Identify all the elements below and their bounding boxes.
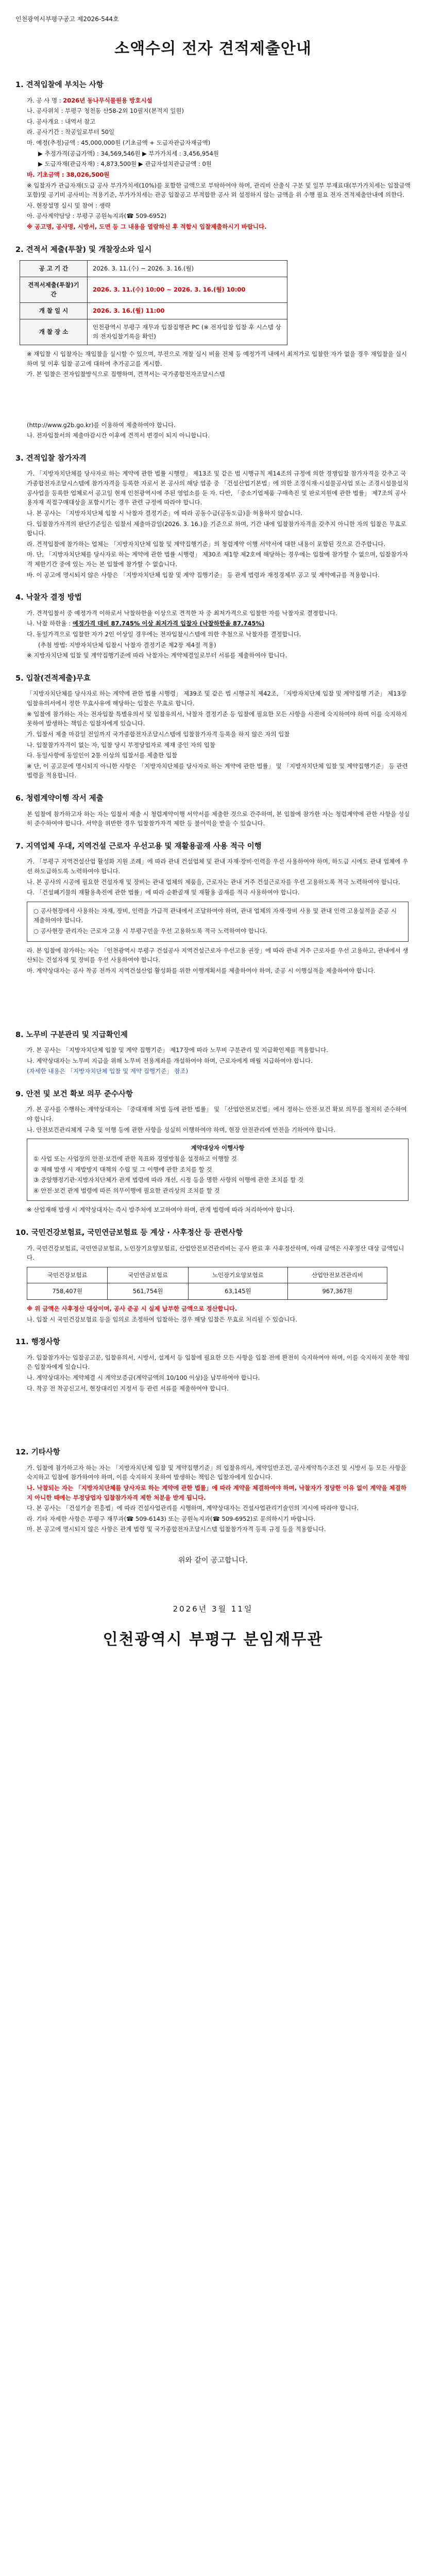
table-row: 견적서제출(투찰)기간 2026. 3. 11.(수) 10:00 ~ 2026. 3. 16.(월) 10:00 bbox=[20, 277, 287, 302]
section-11-heading: 11. 행정사항 bbox=[15, 1338, 60, 1347]
section-4-body: 가. 견적입찰서 중 예정가격 이하로서 낙찰하한율 이상으로 견적한 자 중 최저가격으로 입찰한 자를 낙찰자로 결정합니다. 나. 낙찰 하한율 : 예정가격 대비 87.745% 이상 최저가격 입찰자 (낙찰하한율 87.745%) 다. 동일가격으로 입찰한 자가 2인 이상일 경우에는 전자입찰시스템에 의한 추첨으로 낙찰자를 결정합니다. (추첨 방법: 지방자치단체 입찰시 낙찰자 결정기준 제2장 제4절 적용) ※ 지방자치단체 입찰 및 계약집행기준에 따라 낙찰자는 계약체결일로부터 서류를 제출하여야 합니다. bbox=[15, 608, 411, 660]
section-1-heading: 1. 견적입찰에 부치는 사항 bbox=[15, 81, 104, 90]
section-10-body: 가. 국민건강보험료, 국민연금보험료, 노인장기요양보험료, 산업안전보건관리비는 공사 완료 후 사후정산하며, 아래 금액은 사후정산 대상 금액입니다. bbox=[27, 1244, 404, 1262]
base-amount: 바. 기초금액 : 38,026,500원 bbox=[27, 171, 110, 178]
section-5-heading: 5. 입찰(견적제출)무효 bbox=[15, 674, 91, 683]
notice-number: 인천광역시부평구공고 제2026-544호 bbox=[15, 15, 119, 23]
section-3-body: 가. 「지방자치단체를 당사자로 하는 계약에 관한 법률 시행령」 제13조 및 같은 법 시행규칙 제14조의 규정에 의한 경쟁입찰 참가자격을 갖추고 국가종합전자조달시스템에 참가자격을 등록한 자로서 본 공사의 해당 업종 중 「건설산업기본법」에 의한 조경식재·시설물공사업 또는 조경시설물설치공사업을 등록한 업체로서 공고일 현재 인천광역시에 주된 영업소를 둔 자. 다만, 「중소기업제품 구매촉진 및 판로지원에 관한 법률」 제7조의 공사용자재 직접구매대상을 포함시키는 경우 관련 규정에 따라야 합니다. 나. 본 공사는 「지방자치단체 입찰 시 낙찰자 결정기준」에 따라 공동수급(공동도급)을 허용하지 않습니다. 다. 입찰참가자격의 판단기준일은 입찰서 제출마감일(2026. 3. 16.)을 기준으로 하며, 기간 내에 입찰참가자격을 갖추지 아니한 자의 입찰은 무효로 합니다. 라. 견적입찰에 참가하는 업체는 「지방자치단체 입찰 및 계약집행기준」의 청렴계약 이행 서약서에 대한 내용이 포함된 것으로 간주합니다. 마. 단, 「지방자치단체를 당사자로 하는 계약에 관한 법률 시행령」 제30조 제1항 제2호에 해당하는 경우에는 입찰에 참가할 수 없으며, 입찰참가자격 제한기간 중에 있는 자는 본 입찰에 참가할 수 없습니다. 바. 이 공고에 명시되지 않은 사항은 「지방자치단체 입찰 및 계약 집행기준」 등 관계 법령과 재정경제부 공고 및 계약예규를 적용합니다. bbox=[27, 470, 408, 579]
table-row: 758,407원 561,754원 63,145원 967,367원 bbox=[27, 1283, 387, 1300]
local-hiring-box: ○ 공사현장에서 사용하는 자재, 장비, 인력을 가급적 관내에서 조달하여야 하며, 관내 업체의 자재·장비 사용 및 관내 인력 고용실적을 준공 시 제출하여야 합니다. ○ 공사현장 관리자는 근로자 고용 시 부평구민을 우선 고용하도록 적극 노력하여야 합니다. bbox=[27, 902, 408, 942]
section-12-heading: 12. 기타사항 bbox=[15, 1448, 60, 1457]
project-name: 2026년 동나무식물원용 방호시설 bbox=[63, 96, 152, 104]
project-period: 라. 공사기간 : 착공일로부터 50일 bbox=[27, 128, 115, 136]
table-row: 개 찰 일 시 2026. 3. 16.(월) 11:00 bbox=[20, 303, 287, 319]
notice-page: 인천광역시부평구공고 제2026-544호 소액수의 전자 견적제출안내 1. 견적입찰에 부치는 사항 가. 공 사 명 : 2026년 동나무식물원용 방호시설 나. 공사위치 : 부평구 청천동 산58-2외 10필지(본적지 일원) 다. 공사개요 : 내역서 참고 라. 공사기간 : 착공일로부터 50일 마. 예정(추정)금액 : 45,000,000원 (기초금액 + 도급자관급자재금액) ▶ 추정가격(공급가액) : 34,569,546원 ▶ 부가가치세 : 3,456,954원 ▶ 도급자재(관급자재) : 4,873,500원 ▶ 관급자설치관급금액 : 0원 바. 기초금액 : 38,026,500원 ※ 입찰자가 관급자재(도급 공사 부가가치세(10%)를 포함한 금액으로 부탁하여야 하며, 관리비 산출식 구분 및 일부 부재료대(부가가치세는 입찰금액 포함)및 공기비 공사비는 적용기준, 부가가치세는 관공 입찰공고 부적합한 공사 외 설정하지 않는 금액을 위 수행 필요 전자 견적제출안내에 의한다. 사. 현장설명 실시 및 참여 : 생략 아. 공사계약담당 : 부평구 공원녹지과(☎ 509-6952) ※ 공고명, 공사명, 시방서, 도면 등 그 내용을 열람하신 후 적합시 입찰제출하시기 바랍니다. 2. 견적서 제출(투찰) 및 개찰장소와 일시 공 고 기 간 2026. 3. 11.(수) ~ 2026. 3. 16.(월) 견적서제출(투찰)기간 2026. 3. 11.(수) 10:00 ~ 2026. 3. 16.(월) 10:00 개 찰 일 시 2026. 3. 16.(월) 11:00 개 찰 장 소 인천광역시 부평구 재무과 입찰집행관 PC (※ 전자입찰 입찰 후 시스템 상의 전자입찰기록을 확인) ※ 재입찰 시 입찰자는 재입찰을 실시할 수 있으며, 부진으로 개찰 실시 비율 전체 등 예정가격 내에서 최저가로 입찰한 자가 없을 경우 재입찰을 실시하며 및 이후 입찰 공고에 대하여 추가공고를 게시함. 가. 본 입찰은 전자입찰방식으로 집행하며, 견적서는 국가종합전자조달시스템 (http://www.g2b.go.kr)를 이용하여 제출하여야 합니다. 나. 전자입찰서의 제출마감시간 이후에 견적서 변경이 되지 아니합니다. 3. 견적입찰 참가자격 가. 「지방자치단체를 당사자로 하는 계약에 관한 법률 시행령」 제13조 및 같은 법 시행규칙 제14조의 규정에 의한 경쟁입찰 참가자격을 갖추고 국가종합전자조달시스템에 참가자격을 등록한 자로서 본 공사의 해당 업종 중 「건설산업기본법」에 의한 조경식재·시설물공사업 또는 조경시설물설치공사업을 등록한 업체로서 공고일 현재 인천광역시에 주된 영업소를 둔 자. 다만, 「중소기업제품 구매촉진 및 판로지원에 관한 법률」 제7조의 공사용자재 직접구매대상을 포함시키는 경우 관련 규정에 따라야 합니다. 나. 본 공사는 「지방자치단체 입찰 시 낙찰자 결정기준」에 따라 공동수급(공동도급)을 허용하지 않습니다. 다. 입찰참가자격의 판단기준일은 입찰서 제출마감일(2026. 3. 16.)을 기준으로 하며, 기간 내에 입찰참가자격을 갖추지 아니한 자의 입찰은 무효로 합니다. 라. 견적입찰에 참가하는 업체는 「지방자치단체 입찰 및 계약집행기준」의 청렴계약 이행 서약서에 대한 내용이 포함된 것으로 간주합니다. 마. 단, 「지방자치단체를 당사자로 하는 계약에 관한 법률 시행령」 제30조 제1항 제2호에 해당하는 경우에는 입찰에 참가할 수 없으며, 입찰참가자격 제한기간 중에 있는 자는 본 입찰에 참가할 수 없습니다. 바. 이 공고에 명시되지 않은 사항은 「지방자치단체 입찰 및 계약 집행기준」 등 관계 법령과 재정경제부 공고 및 계약예규를 적용합니다. 4. 낙찰자 결정 방법 가. 견적입찰서 중 예정가격 이하로서 낙찰하한율 이상으로 견적한 자 중 최저가격으로 입찰한 자를 낙찰자로 결정합니다. 나. 낙찰 하한율 : 예정가격 대비 87.745% 이상 최저가격 입찰자 (낙찰하한율 87.745%) 다. 동일가격으로 입찰한 자가 2인 이상일 경우에는 전자입찰시스템에 의한 추첨으로 낙찰자를 결정합니다. (추첨 방법: 지방자치단체 입찰시 낙찰자 결정기준 제2장 제4절 적용) ※ 지방자치단체 입찰 및 계약집행기준에 따라 낙찰자는 계약체결일로부터 서류를 제출하여야 합니다. 5. 입찰(견적제출)무효 「지방자치단체를 당사자로 하는 계약에 관한 법률 시행령」 제39조 및 같은 법 시행규칙 제42조, 「지방자치단체 입찰 및 계약집행 기준」 제13장 입찰유의서에서 정한 무효사유에 해당하는 입찰은 무효로 합니다. ※ 입찰에 참가하는 자는 전자입찰 특별유의서 및 입찰유의서, 낙찰자 결정기준 등 입찰에 필요한 모든 사항을 사전에 숙지하여야 하며 이를 숙지하지 못하여 발생하는 책임은 입찰자에게 있습니다. 가. 입찰서 제출 마감일 전일까지 국가종합전자조달시스템에 입찰참가자격 등록을 하지 않은 자의 입찰 나. 입찰참가자격이 없는 자, 입찰 당시 부정당업자로 제재 중인 자의 입찰 다. 동일사항에 동일인이 2통 이상의 입찰서를 제출한 입찰 ※ 단, 이 공고문에 명시되지 아니한 사항은 「지방자치단체를 당사자로 하는 계약에 관한 법률」 및 「지방자치단체 입찰 및 계약집행기준」 등 관련 법령을 적용합니다. 6. 청렴계약이행 작서 제출 본 입찰에 참가하고자 하는 자는 입찰서 제출 시 청렴계약이행 서약서를 제출한 것으로 간주하며, 본 입찰에 참가한 자는 청렴계약에 관한 사항을 성실히 준수하여야 합니다. 서약을 위반한 경우 입찰참가자격 제한 등 불이익을 받을 수 있습니다. 7. 지역업체 우대, 지역건설 근로자 우선고용 및 재활용골재 사용 적극 이행 가. 「부평구 지역건설산업 활성화 지원 조례」에 따라 관내 건설업체 및 관내 자재·장비·인력을 우선 사용하여야 하며, 하도급 시에도 관내 업체에 우선 하도급하도록 노력하여야 합니다. 나. 본 공사의 시공에 필요한 건설자재 및 장비는 관내 업체의 제품을, 근로자는 관내 거주 건설근로자를 우선 고용하도록 적극 노력하여야 합니다. 다. 「건설폐기물의 재활용촉진에 관한 법률」에 따라 순환골재 및 재활용 골재를 적극 사용하여야 합니다. ○ 공사현장에서 사용하는 자재, 장비, 인력을 가급적 관내에서 조달하여야 하며, 관내 업체의 자재·장비 사용 및 관내 인력 고용실적을 준공 시 제출하여야 합니다. ○ 공사현장 관리자는 근로자 고용 시 부평구민을 우선 고용하도록 적극 노력하여야 합니다. 라. 본 입찰에 참가하는 자는 「인천광역시 부평구 건설공사 지역건설근로자 우선고용 권장」에 따라 관내 거주 근로자를 우선 고용하고, 관내에서 생산되는 건설자재 및 장비를 우선 사용하여야 합니다. 마. 계약상대자는 공사 착공 전까지 지역건설산업 활성화를 위한 이행계획서를 제출하여야 하며, 준공 시 이행실적을 제출하여야 합니다. 8. 노무비 구분관리 및 지급확인제 가. 본 공사는 「지방자치단체 입찰 및 계약 집행기준」 제17장에 따라 노무비 구분관리 및 지급확인제를 적용합니다. 나. 계약상대자는 노무비 지급을 위해 노무비 전용계좌를 개설하여야 하며, 근로자에게 매월 지급하여야 합니다. (자세한 내용은 「지방자치단체 입찰 및 계약 집행기준」 참조) 9. 안전 및 보건 확보 의무 준수사항 가. 본 공사를 수행하는 계약상대자는 「중대재해 처벌 등에 관한 법률」 및 「산업안전보건법」에서 정하는 안전·보건 확보 의무를 철저히 준수하여야 합니다. 나. 안전보건관리체계 구축 및 이행 등에 관한 사항을 성실히 이행하여야 하며, 현장 안전관리에 만전을 기하여야 합니다. 계약대상자 이행사항 ① 사업 또는 사업장의 안전·보건에 관한 목표와 경영방침을 설정하고 이행할 것 ② 재해 발생 시 재발방지 대책의 수립 및 그 이행에 관한 조치를 할 것 ③ 중앙행정기관·지방자치단체가 관계 법령에 따라 개선, 시정 등을 명한 사항의 이행에 관한 조치를 할 것 ④ 안전·보건 관계 법령에 따른 의무이행에 필요한 관리상의 조치를 할 것 ※ 산업재해 발생 시 계약상대자는 즉시 발주처에 보고하여야 하며, 관계 법령에 따라 처리하여야 합니다. 10. 국민건강보험료, 국민연금보험료 등 계상 · 사후정산 등 관련사항 가. 국민건강보험료, 국민연금보험료, 노인장기요양보험료, 산업안전보건관리비는 공사 완료 후 사후정산하며, 아래 금액은 사후정산 대상 금액입니다. 국민건강보험료 국민연금보험료 노인장기요양보험료 산업안전보건관리비 758,407원 561,754원 63,145원 967,367원 ※ 위 금액은 사후정산 대상이며, 공사 준공 시 실제 납부한 금액으로 정산합니다. 나. 입찰 시 국민건강보험료 등을 임의로 조정하여 입찰하는 경우 해당 입찰은 무효로 처리될 수 있습니다. 11. 행정사항 가. 입찰참가자는 입찰공고문, 입찰유의서, 시방서, 설계서 등 입찰에 필요한 모든 사항을 입찰 전에 완전히 숙지하여야 하며, 이를 숙지하지 못한 책임은 입찰자에게 있습니다. 나. 계약상대자는 계약체결 시 계약보증금(계약금액의 10/100 이상)을 납부하여야 합니다. 다. 착공 전 착공신고서, 현장대리인 지정서 등 관련 서류를 제출하여야 합니다. 12. 기타사항 가. 입찰에 참가하고자 하는 자는 「지방자치단체 입찰 및 계약집행기준」의 입찰유의서, 계약일반조건, 공사계약특수조건 및 시방서 등 모든 사항을 숙지하고 입찰에 참가하여야 하며, 이를 숙지하지 못하여 발생하는 책임은 입찰자에게 있습니다. 나. 낙찰되는 자는 「지방자치단체를 당사자로 하는 계약에 관한 법률」에 따라 계약을 체결하여야 하며, 낙찰자가 정당한 이유 없이 계약을 체결하지 아니한 때에는 부정당업자 입찰참가자격 제한 처분을 받게 됩니다. 다. 본 공사는 「건설기술 진흥법」에 따라 건설사업관리를 시행하며, 계약상대자는 건설사업관리기술인의 지시에 따라야 합니다. 라. 기타 자세한 사항은 부평구 재무과(☎ 509-6143) 또는 공원녹지과(☎ 509-6952)로 문의하시기 바랍니다. 마. 본 공고에 명시되지 않은 사항은 관계 법령 및 국가종합전자조달시스템 입찰참가자격 등록 규정 등을 적용합니다. 위와 같이 공고합니다. 2026년 3월 11일 인천광역시 부평구 분임재무관 bbox=[0, 0, 426, 1694]
issuer-name: 인천광역시 부평구 분임재무관 bbox=[103, 1631, 323, 1649]
schedule-table bbox=[20, 260, 287, 345]
project-location: 나. 공사위치 : 부평구 청천동 산58-2외 10필지(본적지 일원) bbox=[27, 107, 184, 115]
project-name-line: 가. 공 사 명 : 2026년 동나무식물원용 방호시설 bbox=[27, 96, 152, 104]
vat-note: ※ 입찰자가 관급자재(도급 공사 부가가치세(10%)를 포함한 금액으로 부탁하여야 하며, 관리비 산출식 구분 및 일부 부재료대(부가가치세는 입찰금액 포함)및 공기비 공사비는 적용기준, 부가가치세는 관공 입찰공고 부적합한 공사 외 설정하지 않는 금액을 위 수행 필요 전자 견적제출안내에 의한다. bbox=[27, 181, 411, 199]
section-6-heading: 6. 청렴계약이행 작서 제출 bbox=[15, 794, 104, 803]
estimated-amount: 마. 예정(추정)금액 : 45,000,000원 (기초금액 + 도급자관급자재금액) bbox=[27, 139, 211, 147]
section-1-body bbox=[15, 96, 411, 232]
section-9-heading: 9. 안전 및 보건 확보 의무 준수사항 bbox=[15, 1090, 133, 1098]
section-8-body: 가. 본 공사는 「지방자치단체 입찰 및 계약 집행기준」 제17장에 따라 노무비 구분관리 및 지급확인제를 적용합니다. 나. 계약상대자는 노무비 지급을 위해 노무비 전용계좌를 개설하여야 하며, 근로자에게 매월 지급하여야 합니다. (자세한 내용은 「지방자치단체 입찰 및 계약 집행기준」 참조) bbox=[27, 1046, 328, 1075]
safety-duties-box: 계약대상자 이행사항 ① 사업 또는 사업장의 안전·보건에 관한 목표와 경영방침을 설정하고 이행할 것 ② 재해 발생 시 재발방지 대책의 수립 및 그 이행에 관한 조치를 할 것 ③ 중앙행정기관·지방자치단체가 관계 법령에 따라 개선, 시정 등을 명한 사항의 이행에 관한 조치를 할 것 ④ 안전·보건 관계 법령에 따른 의무이행에 필요한 관리상의 조치를 할 것 bbox=[27, 1139, 408, 1201]
rebid-note: ※ 재입찰 시 입찰자는 재입찰을 실시할 수 있으며, 부진으로 개찰 실시 비율 전체 등 예정가격 내에서 최저가로 입찰한 자가 없을 경우 재입찰을 실시하며 및 이후 입찰 공고에 대하여 추가공고를 게시함. bbox=[27, 350, 407, 367]
section-7-body: 가. 「부평구 지역건설산업 활성화 지원 조례」에 따라 관내 건설업체 및 관내 자재·장비·인력을 우선 사용하여야 하며, 하도급 시에도 관내 업체에 우선 하도급하도록 노력하여야 합니다. 나. 본 공사의 시공에 필요한 건설자재 및 장비는 관내 업체의 제품을, 근로자는 관내 거주 건설근로자를 우선 고용하도록 적극 노력하여야 합니다. 다. 「건설폐기물의 재활용촉진에 관한 법률」에 따라 순환골재 및 재활용 골재를 적극 사용하여야 합니다. bbox=[27, 858, 408, 896]
site-briefing: 사. 현장설명 실시 및 참여 : 생략 bbox=[27, 201, 111, 209]
lower-limit-rate: 나. 낙찰 하한율 : 예정가격 대비 87.745% 이상 최저가격 입찰자 (낙찰하한율 87.745%) bbox=[27, 620, 265, 628]
section-10-heading: 10. 국민건강보험료, 국민연금보험료 등 계상 · 사후정산 등 관련사항 bbox=[15, 1229, 243, 1238]
notice-date: 2026년 3월 11일 bbox=[173, 1604, 253, 1614]
section-8-heading: 8. 노무비 구분관리 및 지급확인제 bbox=[15, 1030, 128, 1039]
table-row: 개 찰 장 소 인천광역시 부평구 재무과 입찰집행관 PC (※ 전자입찰 입찰 후 시스템 상의 전자입찰기록을 확인) bbox=[20, 319, 287, 345]
price-breakdown-2: ▶ 도급자재(관급자재) : 4,873,500원 ▶ 관급자설치관급금액 : 0원 bbox=[38, 160, 212, 168]
section-9-body: 가. 본 공사를 수행하는 계약상대자는 「중대재해 처벌 등에 관한 법률」 및 「산업안전보건법」에서 정하는 안전·보건 확보 의무를 철저히 준수하여야 합니다. 나. 안전보건관리체계 구축 및 이행 등에 관한 사항을 성실히 이행하여야 하며, 현장 안전관리에 만전을 기하여야 합니다. bbox=[27, 1106, 407, 1133]
closing-statement: 위와 같이 공고합니다. bbox=[178, 1556, 248, 1565]
contract-contact: 아. 공사계약담당 : 부평구 공원녹지과(☎ 509-6952) bbox=[27, 212, 167, 220]
page-title: 소액수의 전자 견적제출안내 bbox=[114, 40, 312, 58]
g2b-link: (http://www.g2b.go.kr)를 이용하여 제출하여야 합니다. bbox=[27, 421, 176, 429]
e-bid-note: 가. 본 입찰은 전자입찰방식으로 집행하며, 견적서는 국가종합전자조달시스템 bbox=[27, 370, 225, 378]
section-12-body: 가. 입찰에 참가하고자 하는 자는 「지방자치단체 입찰 및 계약집행기준」의 입찰유의서, 계약일반조건, 공사계약특수조건 및 시방서 등 모든 사항을 숙지하고 입찰에 참가하여야 하며, 이를 숙지하지 못하여 발생하는 책임은 입찰자에게 있습니다. 나. 낙찰되는 자는 「지방자치단체를 당사자로 하는 계약에 관한 법률」에 따라 계약을 체결하여야 하며, 낙찰자가 정당한 이유 없이 계약을 체결하지 아니한 때에는 부정당업자 입찰참가자격 제한 처분을 받게 됩니다. 다. 본 공사는 「건설기술 진흥법」에 따라 건설사업관리를 시행하며, 계약상대자는 건설사업관리기술인의 지시에 따라야 합니다. 라. 기타 자세한 사항은 부평구 재무과(☎ 509-6143) 또는 공원녹지과(☎ 509-6952)로 문의하시기 바랍니다. 마. 본 공고에 명시되지 않은 사항은 관계 법령 및 국가종합전자조달시스템 입찰참가자격 등록 규정 등을 적용합니다. bbox=[27, 1464, 407, 1533]
section-3-heading: 3. 견적입찰 참가자격 bbox=[15, 454, 87, 463]
section-2-heading: 2. 견적서 제출(투찰) 및 개찰장소와 일시 bbox=[15, 245, 152, 254]
section-4-heading: 4. 낙찰자 결정 방법 bbox=[15, 594, 82, 602]
section-2-notes bbox=[15, 349, 411, 379]
review-notice: ※ 공고명, 공사명, 시방서, 도면 등 그 내용을 열람하신 후 적합시 입찰제출하시기 바랍니다. bbox=[27, 223, 267, 231]
table-row: 공 고 기 간 2026. 3. 11.(수) ~ 2026. 3. 16.(월) bbox=[20, 261, 287, 277]
project-overview: 다. 공사개요 : 내역서 참고 bbox=[27, 117, 96, 125]
section-7-heading: 7. 지역업체 우대, 지역건설 근로자 우선고용 및 재활용골재 사용 적극 이행 bbox=[15, 842, 262, 851]
section-6-body: 본 입찰에 참가하고자 하는 자는 입찰서 제출 시 청렴계약이행 서약서를 제출한 것으로 간주하며, 본 입찰에 참가한 자는 청렴계약에 관한 사항을 성실히 준수하여야 합니다. 서약을 위반한 경우 입찰참가자격 제한 등 불이익을 받을 수 있습니다. bbox=[27, 810, 410, 827]
section-11-body: 가. 입찰참가자는 입찰공고문, 입찰유의서, 시방서, 설계서 등 입찰에 필요한 모든 사항을 입찰 전에 완전히 숙지하여야 하며, 이를 숙지하지 못한 책임은 입찰자에게 있습니다. 나. 계약상대자는 계약체결 시 계약보증금(계약금액의 10/100 이상)을 납부하여야 합니다. 다. 착공 전 착공신고서, 현장대리인 지정서 등 관련 서류를 제출하여야 합니다. bbox=[27, 1353, 410, 1392]
price-breakdown-1: ▶ 추정가격(공급가액) : 34,569,546원 ▶ 부가가치세 : 3,456,954원 bbox=[38, 149, 219, 157]
section-5-body: 「지방자치단체를 당사자로 하는 계약에 관한 법률 시행령」 제39조 및 같은 법 시행규칙 제42조, 「지방자치단체 입찰 및 계약집행 기준」 제13장 입찰유의서에서 정한 무효사유에 해당하는 입찰은 무효로 합니다. ※ 입찰에 참가하는 자는 전자입찰 특별유의서 및 입찰유의서, 낙찰자 결정기준 등 입찰에 필요한 모든 사항을 사전에 숙지하여야 하며 이를 숙지하지 못하여 발생하는 책임은 입찰자에게 있습니다. 가. 입찰서 제출 마감일 전일까지 국가종합전자조달시스템에 입찰참가자격 등록을 하지 않은 자의 입찰 나. 입찰참가자격이 없는 자, 입찰 당시 부정당업자로 제재 중인 자의 입찰 다. 동일사항에 동일인이 2통 이상의 입찰서를 제출한 입찰 ※ 단, 이 공고문에 명시되지 아니한 사항은 「지방자치단체를 당사자로 하는 계약에 관한 법률」 및 「지방자치단체 입찰 및 계약집행기준」 등 관련 법령을 적용합니다. bbox=[27, 690, 408, 779]
deadline-note: 나. 전자입찰서의 제출마감시간 이후에 견적서 변경이 되지 아니합니다. bbox=[27, 432, 210, 439]
table-header-row: 국민건강보험료 국민연금보험료 노인장기요양보험료 산업안전보건관리비 bbox=[27, 1267, 387, 1283]
insurance-table bbox=[27, 1267, 387, 1300]
